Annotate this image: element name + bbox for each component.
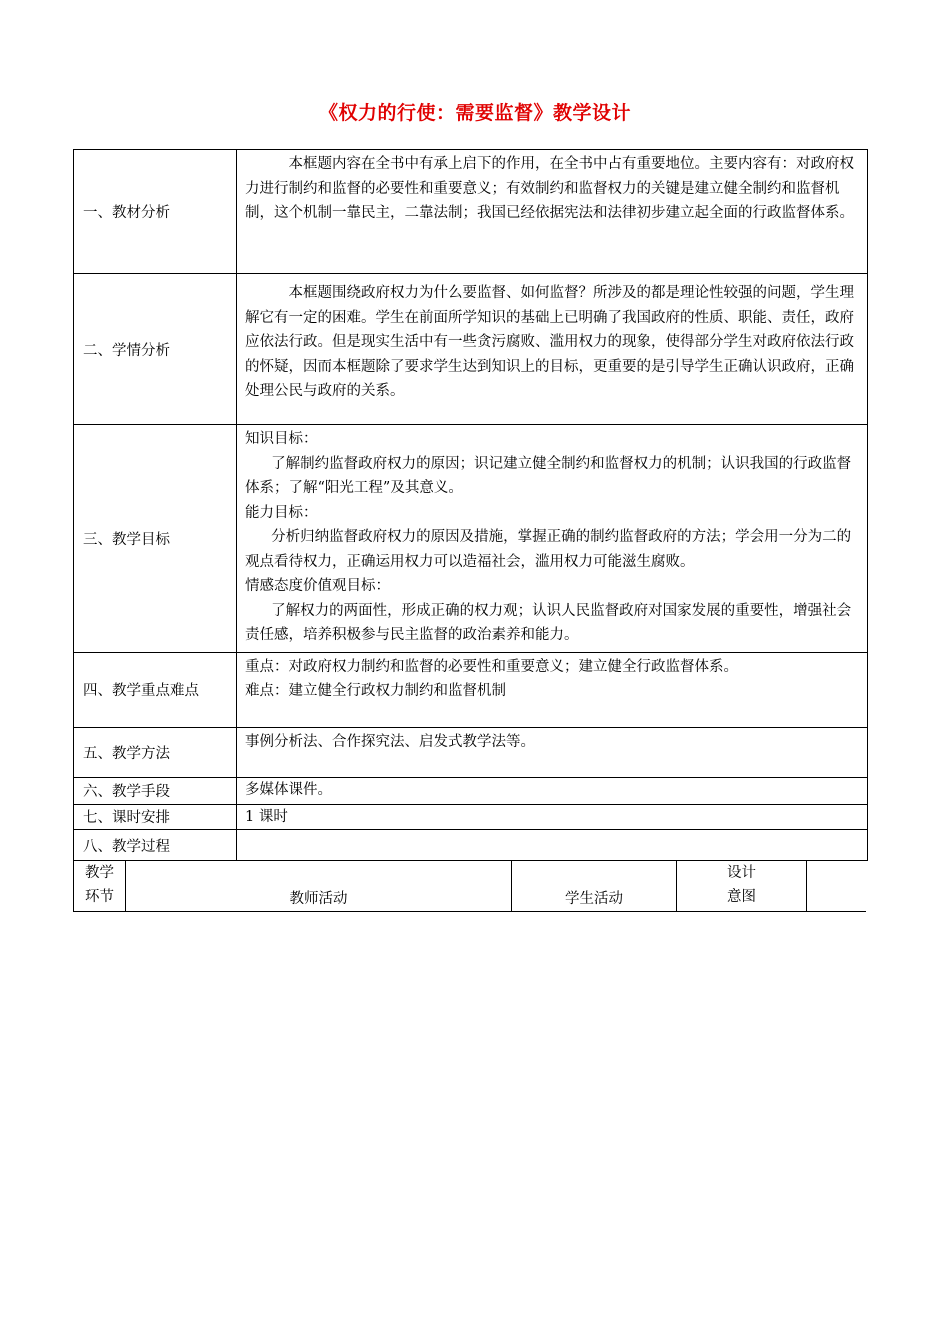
extra-column — [807, 860, 867, 911]
ability-objective-text: 分析归纳监督政府权力的原因及措施，掌握正确的制约监督政府的方法；学会用一分为二的观点看待权力，正确运用权力可以造福社会，滥用权力可能滋生腐败。 — [245, 529, 852, 570]
row-textbook-analysis — [74, 150, 868, 274]
row-student-analysis — [74, 274, 868, 425]
teaching-means-text: 多媒体课件。 — [237, 777, 868, 804]
class-hours-text: 1 课时 — [237, 804, 868, 830]
ability-objective-heading: 能力目标： — [245, 504, 318, 521]
row-label: 三、教学目标 — [74, 425, 237, 653]
key-point-text: 重点：对政府权力制约和监督的必要性和重要意义；建立健全行政监督体系。 — [245, 658, 738, 675]
lesson-plan-table — [73, 149, 868, 861]
row-label: 八、教学过程 — [74, 830, 237, 861]
teacher-activity-header: 教师活动 — [126, 860, 512, 911]
teaching-methods-text: 事例分析法、合作探究法、启发式教学法等。 — [237, 727, 868, 777]
row-teaching-process — [74, 830, 868, 861]
stage-header: 教学 环节 — [74, 860, 126, 911]
student-analysis-text: 本框题围绕政府权力为什么要监督、如何监督？所涉及的都是理论性较强的问题，学生理解它有一定的困难。学生在前面所学知识的基础上已明确了我国政府的性质、职能、责任，政府应依法行政。但是现实生活中有一些贪污腐败、滥用权力的现象，使得部分学生对政府依法行政的怀疑，因而本框题除了要求学生达到知识上的目标，更重要的是引导学生正确认识政府，正确处理公民与政府的关系。 — [245, 285, 854, 399]
difficult-point-text: 难点：建立健全行政权力制约和监督机制 — [245, 683, 506, 699]
design-intent-header: 设计 意图 — [677, 860, 807, 911]
row-label: 二、学情分析 — [74, 274, 237, 425]
row-label: 一、教材分析 — [74, 150, 237, 274]
row-class-hours — [74, 804, 868, 830]
student-activity-header: 学生活动 — [512, 860, 677, 911]
emotion-objective-text: 了解权力的两面性，形成正确的权力观；认识人民监督政府对国家发展的重要性，增强社会责任感，培养积极参与民主监督的政治素养和能力。 — [245, 602, 852, 643]
knowledge-objective-heading: 知识目标： — [245, 431, 318, 447]
emotion-objective-heading: 情感态度价值观目标： — [245, 578, 390, 594]
row-teaching-methods — [74, 727, 868, 777]
teaching-process-text — [237, 830, 868, 861]
knowledge-objective-text: 了解制约监督政府权力的原因；识记建立健全制约和监督权力的机制；认识我国的行政监督体系；了解“阳光工程”及其意义。 — [245, 455, 852, 496]
row-label: 七、课时安排 — [74, 804, 237, 830]
document-title: 《权力的行使：需要监督》教学设计 — [318, 102, 631, 124]
process-header-table — [73, 860, 866, 912]
row-key-difficult-points — [74, 652, 868, 727]
row-teaching-objectives — [74, 425, 868, 653]
textbook-analysis-text: 本框题内容在全书中有承上启下的作用，在全书中占有重要地位。主要内容有：对政府权力进行制约和监督的必要性和重要意义；有效制约和监督权力的关键是建立健全制约和监督机制，这个机制一靠民主，二靠法制；我国已经依据宪法和法律初步建立起全面的行政监督体系。 — [245, 156, 854, 221]
row-teaching-means — [74, 777, 868, 804]
row-label: 五、教学方法 — [74, 727, 237, 777]
row-label: 四、教学重点难点 — [74, 652, 237, 727]
row-label: 六、教学手段 — [74, 777, 237, 804]
